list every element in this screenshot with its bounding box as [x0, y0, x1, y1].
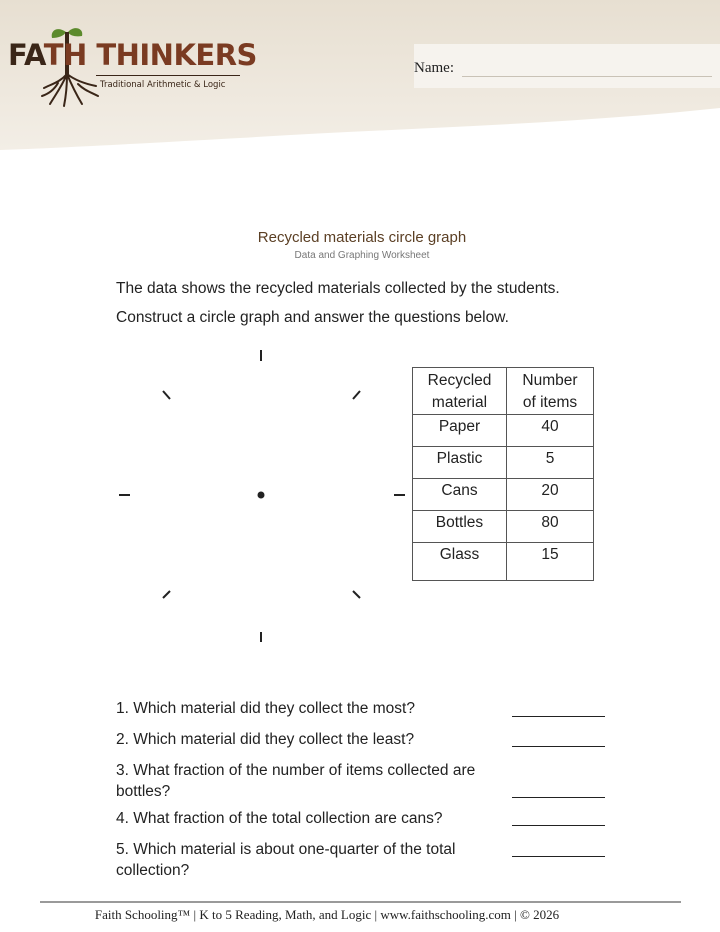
count-cell: 80 — [507, 511, 594, 543]
material-cell: Cans — [413, 479, 507, 511]
answer-line-4[interactable] — [512, 825, 605, 826]
intro-line-1: The data shows the recycled materials collected by the students. — [116, 280, 560, 297]
material-cell: Plastic — [413, 447, 507, 479]
material-cell: Bottles — [413, 511, 507, 543]
material-cell: Glass — [413, 543, 507, 581]
table-row — [413, 415, 594, 447]
material-cell: Paper — [413, 415, 507, 447]
guide-mark-top-left — [163, 391, 170, 399]
logo-title: FATH THINKERS — [8, 38, 257, 72]
table-row — [413, 447, 594, 479]
logo-divider — [96, 75, 240, 76]
question-2: 2. Which material did they collect the least? — [116, 731, 415, 748]
question-1: 1. Which material did they collect the most? — [116, 700, 415, 717]
table-row — [413, 511, 594, 543]
circle-graph-area[interactable] — [110, 340, 415, 650]
worksheet-title: Recycled materials circle graph — [257, 229, 467, 246]
intro-line-2: Construct a circle graph and answer the questions below. — [116, 309, 509, 326]
header-cell-count: Number of items — [507, 368, 594, 415]
guide-mark-bottom-left — [163, 591, 170, 598]
table-row — [413, 543, 594, 581]
table-row — [413, 479, 594, 511]
footer-divider — [40, 901, 681, 903]
count-cell: 15 — [507, 543, 594, 581]
logo-tagline: Traditional Arithmetic & Logic — [100, 80, 226, 90]
count-cell: 40 — [507, 415, 594, 447]
question-3: 3. What fraction of the number of items collected are bottles? — [116, 762, 476, 800]
guide-mark-bottom-right — [353, 591, 360, 598]
question-5: 5. Which material is about one-quarter of the total collection? — [116, 841, 456, 879]
answer-line-5[interactable] — [512, 856, 605, 857]
name-label: Name: — [414, 60, 454, 76]
answer-line-1[interactable] — [512, 716, 605, 717]
recycled-materials-table — [412, 367, 594, 581]
footer-text: Faith Schooling™ | K to 5 Reading, Math, and Logic | www.faithschooling.com | © 2026 — [94, 907, 560, 922]
guide-mark-top-right — [353, 391, 360, 399]
header-cell-material: Recycled material — [413, 368, 507, 415]
count-cell: 5 — [507, 447, 594, 479]
question-4: 4. What fraction of the total collection are cans? — [116, 810, 443, 827]
name-input-line[interactable] — [462, 76, 712, 77]
answer-line-3[interactable] — [512, 797, 605, 798]
answer-line-2[interactable] — [512, 746, 605, 747]
worksheet-subtitle: Data and Graphing Worksheet — [294, 250, 430, 261]
count-cell: 20 — [507, 479, 594, 511]
table-header-row — [413, 368, 594, 415]
circle-center-dot — [258, 492, 265, 499]
